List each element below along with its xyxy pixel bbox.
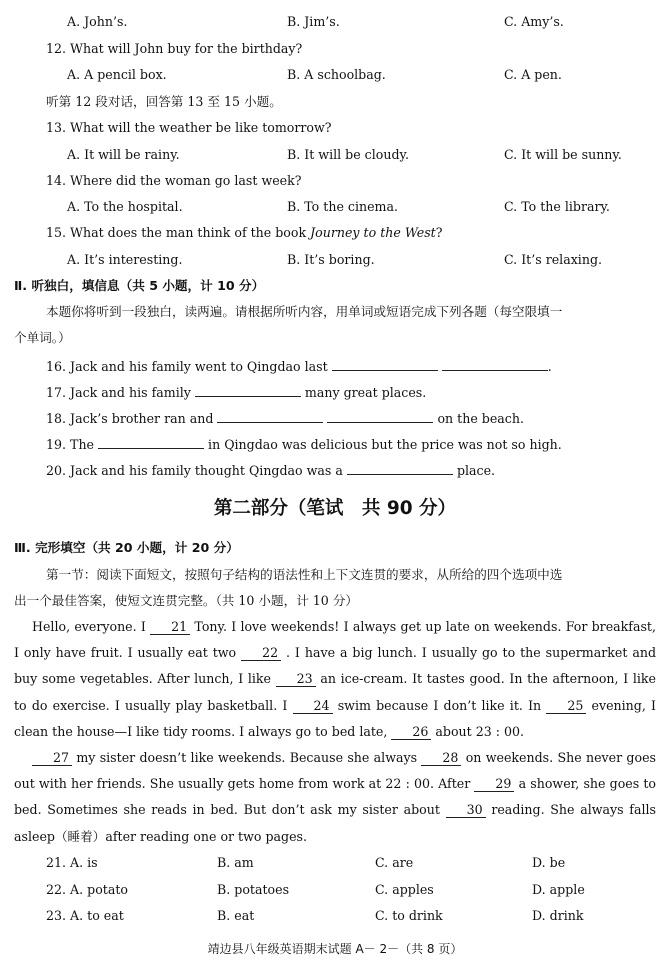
choice-23-c: C. to drink — [375, 908, 443, 923]
answer-blank[interactable] — [327, 409, 433, 423]
fill-item-20: 20. Jack and his family thought Qingdao was a place. — [46, 463, 496, 478]
question-13: 13. What will the weather be like tomorrow? — [46, 120, 332, 135]
q14-option-c: C. To the library. — [504, 199, 610, 214]
choice-22-d: D. apple — [532, 882, 585, 897]
cloze-paragraph-1: Hello, everyone. I 21 Tony. I love weekends! I always get up late on weekends. For breakfast, I only have fruit. I usually eat two 22 . I have a big lunch. I usually go to the supermarket and buy some vegetables. After lunch, I like 23 an ice-cream. It tastes good. In the afternoon, I like to do exercise. I usually play basketball. I 24 swim because I don’t like it. In 25 evening, I clean the house—I like tidy rooms. I always go to bed late, 26 about 23 : 00. — [14, 619, 656, 739]
dialogue-12-instruction: 听第 12 段对话，回答第 13 至 15 小题。 — [46, 94, 282, 109]
choice-22-c: C. apples — [375, 882, 434, 897]
cloze-blank-22[interactable]: 22 — [241, 646, 281, 661]
cloze-blank-26[interactable]: 26 — [391, 725, 431, 740]
choice-21: 21. A. is — [46, 855, 98, 870]
part-2-title: 第二部分（笔试 共 90 分） — [213, 498, 457, 519]
choice-23-d: D. drink — [532, 908, 584, 923]
cloze-blank-25[interactable]: 25 — [546, 699, 586, 714]
choice-21-c: C. are — [375, 855, 414, 870]
section-2-header: Ⅱ. 听独白，填信息（共 5 小题，计 10 分） — [14, 278, 265, 293]
q12-option-c: C. A pen. — [504, 67, 562, 82]
cloze-blank-23[interactable]: 23 — [276, 672, 316, 687]
q13-option-a: A. It will be rainy. — [67, 147, 180, 162]
q11-option-c: C. Amy’s. — [504, 14, 564, 29]
q15-option-a: A. It’s interesting. — [67, 252, 183, 267]
section-3-header: Ⅲ. 完形填空（共 20 小题，计 20 分） — [14, 540, 239, 555]
answer-blank[interactable] — [332, 357, 438, 371]
section-3-instruction-1: 第一节：阅读下面短文，按照句子结构的语法性和上下文连贯的要求，从所给的四个选项中选 — [46, 567, 563, 582]
section-3-instruction-2: 出一个最佳答案，使短文连贯完整。（共 10 小题，计 10 分） — [14, 593, 359, 608]
fill-item-16: 16. Jack and his family went to Qingdao last . — [46, 359, 552, 374]
q15-option-c: C. It’s relaxing. — [504, 252, 603, 267]
choice-22-b: B. potatoes — [217, 882, 290, 897]
q11-option-b: B. Jim’s. — [287, 14, 340, 29]
section-2-instruction-2: 个单词。） — [14, 330, 71, 345]
page-footer: 靖边县八年级英语期末试题 A－ 2－（共 8 页） — [207, 942, 463, 956]
answer-blank[interactable] — [195, 383, 301, 397]
q14-option-a: A. To the hospital. — [67, 199, 183, 214]
cloze-blank-27[interactable]: 27 — [32, 751, 72, 766]
answer-blank[interactable] — [347, 461, 453, 475]
cloze-blank-28[interactable]: 28 — [421, 751, 461, 766]
fill-item-19: 19. The in Qingdao was delicious but the price was not so high. — [46, 437, 562, 452]
choice-21-b: B. am — [217, 855, 254, 870]
choice-21-d: D. be — [532, 855, 566, 870]
answer-blank[interactable] — [98, 435, 204, 449]
q13-option-b: B. It will be cloudy. — [287, 147, 409, 162]
q12-option-a: A. A pencil box. — [67, 67, 167, 82]
answer-blank[interactable] — [217, 409, 323, 423]
cloze-blank-24[interactable]: 24 — [293, 699, 333, 714]
question-14: 14. Where did the woman go last week? — [46, 173, 302, 188]
cloze-blank-29[interactable]: 29 — [474, 777, 514, 792]
q14-option-b: B. To the cinema. — [287, 199, 398, 214]
question-12: 12. What will John buy for the birthday? — [46, 41, 303, 56]
fill-item-18: 18. Jack’s brother ran and on the beach. — [46, 411, 524, 426]
choice-23: 23. A. to eat — [46, 908, 124, 923]
q15-option-b: B. It’s boring. — [287, 252, 375, 267]
q11-option-a: A. John’s. — [67, 14, 128, 29]
choice-23-b: B. eat — [217, 908, 255, 923]
book-title: Journey to the West — [310, 225, 436, 240]
q13-option-c: C. It will be sunny. — [504, 147, 622, 162]
cloze-blank-21[interactable]: 21 — [150, 620, 190, 635]
cloze-paragraph-2: 27 my sister doesn’t like weekends. Because she always 28 on weekends. She never goes out with her friends. She usually gets home from work at 22 : 00. After 29 a shower, she goes to bed. Sometimes she reads in bed. But don’t ask my sister about 30 reading. She always falls asleep（睡着）after reading one or two pages. — [14, 750, 657, 844]
choice-22: 22. A. potato — [46, 882, 129, 897]
section-2-instruction-1: 本题你将听到一段独白，读两遍。请根据所听内容，用单词或短语完成下列各题（每空限填一 — [46, 304, 563, 319]
q12-option-b: B. A schoolbag. — [287, 67, 386, 82]
answer-blank[interactable] — [442, 357, 548, 371]
question-15: 15. What does the man think of the book Journey to the West? — [46, 225, 443, 240]
fill-item-17: 17. Jack and his family many great places. — [46, 385, 427, 400]
cloze-blank-30[interactable]: 30 — [446, 803, 486, 818]
